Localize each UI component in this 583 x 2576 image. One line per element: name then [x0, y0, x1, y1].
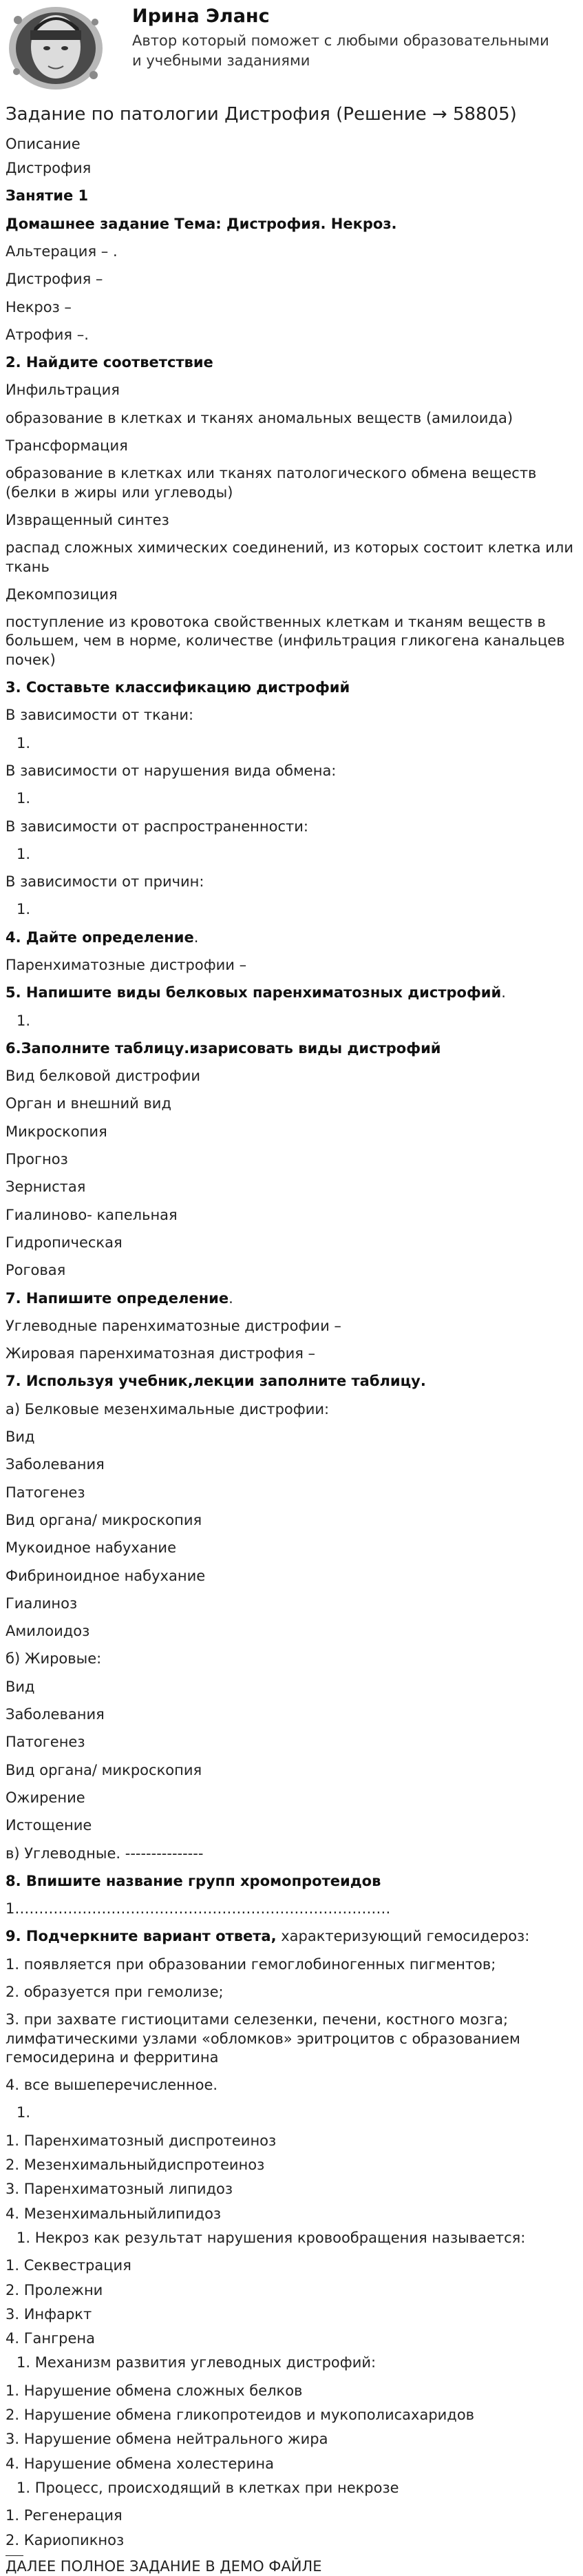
q7b-item: Патогенез: [6, 1484, 85, 1501]
q3-group: В зависимости от нарушения вида обмена:: [6, 762, 337, 779]
q11-option: 2. Пролежни: [6, 2281, 103, 2298]
q11-option: 3. Инфаркт: [6, 2305, 92, 2323]
q9-heading: 9. Подчеркните вариант ответа,: [6, 1928, 277, 1945]
q6-item: Прогноз: [6, 1151, 68, 1168]
demo-footer: ДАЛЕЕ ПОЛНОЕ ЗАДАНИЕ В ДЕМО ФАЙЛЕ: [6, 2557, 322, 2575]
q3-group: В зависимости от ткани:: [6, 707, 194, 724]
q10-option: 2. Мезенхимальныйдиспротеиноз: [6, 2157, 265, 2174]
q7a-item: Жировая паренхиматозная дистрофия –: [6, 1345, 316, 1362]
author-info: [132, 0, 552, 71]
q2-heading: 2. Найдите соответствие: [6, 354, 213, 371]
description-label: Описание: [6, 135, 81, 152]
q6-item: Орган и внешний вид: [6, 1095, 171, 1112]
avatar[interactable]: [4, 3, 107, 92]
q2-item: Декомпозиция: [6, 585, 118, 603]
q1-item: Атрофия –.: [6, 326, 89, 343]
q3-group: В зависимости от причин:: [6, 873, 204, 891]
list-marker: 1.: [17, 790, 31, 807]
page-title: Задание по патологии Дистрофия (Решение → 58805): [6, 104, 517, 125]
q7b-heading: 7. Используя учебник,лекции заполните таблицу.: [6, 1373, 426, 1390]
q6-item: Микроскопия: [6, 1123, 107, 1140]
list-marker: 1.: [17, 845, 31, 862]
q7b-item: Заболевания: [6, 1456, 105, 1473]
q12-question: 1. Механизм развития углеводных дистрофий:: [17, 2354, 377, 2371]
q7b-item: Вид: [6, 1678, 35, 1695]
q6-item: Роговая: [6, 1262, 66, 1279]
q13-question: 1. Процесс, происходящий в клетках при некрозе: [17, 2479, 399, 2496]
q7b-item: Вид: [6, 1429, 35, 1446]
q7a-heading: 7. Напишите определение: [6, 1289, 229, 1307]
q2-item: Извращенный синтез: [6, 511, 169, 528]
q2-item: поступление из кровотока свойственных клеткам и тканям веществ в большем, чем в норме, количестве (инфильтрация гликогена канальцев почек): [6, 614, 565, 668]
q11-option: 4. Гангрена: [6, 2330, 95, 2347]
q9-option: 3. при захвате гистиоцитами селезенки, печени, костного мозга; лимфатическими узлами «обломков» эритроцитов с образованием гемосидерина и ферритина: [6, 2011, 520, 2066]
list-marker: 1.: [17, 901, 31, 918]
q7b-item: Ожирение: [6, 1789, 85, 1806]
q7b-item: Мукоидное набухание: [6, 1539, 176, 1557]
q7b-item: Фибриноидное набухание: [6, 1567, 206, 1584]
q9-option: 1. появляется при образовании гемоглобиногенных пигментов;: [6, 1955, 496, 1973]
q6-heading: 6.Заполните таблицу.изарисовать виды дистрофий: [6, 1039, 441, 1057]
divider: [6, 2555, 23, 2556]
list-marker: 1.: [17, 1012, 31, 1029]
q7b-item: а) Белковые мезенхимальные дистрофии:: [6, 1400, 330, 1417]
lesson-heading: Занятие 1: [6, 187, 89, 205]
q7a-item: Углеводные паренхиматозные дистрофии –: [6, 1317, 341, 1334]
q7b-item: Заболевания: [6, 1706, 105, 1723]
q4-heading: 4. Дайте определение: [6, 928, 194, 946]
list-marker: 1.: [17, 2104, 31, 2121]
q6-item: Вид белковой дистрофии: [6, 1068, 200, 1085]
q6-item: Гидропическая: [6, 1234, 123, 1251]
q9-option: 4. все вышеперечисленное.: [6, 2077, 218, 2094]
q10-option: 3. Паренхиматозный липидоз: [6, 2181, 233, 2198]
q7b-item: Гиалиноз: [6, 1595, 78, 1612]
film-frame-icon: [4, 3, 107, 92]
q12-option: 3. Нарушение обмена нейтрального жира: [6, 2431, 328, 2448]
q7b-item: в) Углеводные. ---------------: [6, 1845, 204, 1862]
q5-heading: 5. Напишите виды белковых паренхиматозных дистрофий: [6, 984, 502, 1001]
q2-item: образование в клетках или тканях патологического обмена веществ (белки в жиры или углеводы): [6, 465, 537, 501]
q10-option: 1. Паренхиматозный диспротеиноз: [6, 2132, 277, 2149]
q11-option: 1. Секвестрация: [6, 2257, 131, 2274]
q3-group: В зависимости от распространенности:: [6, 818, 308, 835]
list-marker: 1.: [17, 734, 31, 751]
q12-option: 4. Нарушение обмена холестерина: [6, 2455, 274, 2472]
q13-option: 2. Кариопикноз: [6, 2531, 125, 2548]
q3-heading: 3. Составьте классификацию дистрофий: [6, 679, 350, 696]
q2-item: Инфильтрация: [6, 382, 120, 399]
q4-item: Паренхиматозные дистрофии –: [6, 957, 247, 973]
q2-item: распад сложных химических соединений, из которых состоит клетка или ткань: [6, 539, 573, 575]
q10-option: 4. Мезенхимальныйлипидоз: [6, 2205, 222, 2222]
q11-question: 1. Некроз как результат нарушения кровообращения называется:: [17, 2229, 526, 2246]
q7b-item: Вид органа/ микроскопия: [6, 1761, 202, 1778]
q8-heading: 8. Впишите название групп хромопротеидов: [6, 1872, 381, 1889]
description-subject: Дистрофия: [6, 160, 92, 177]
q12-option: 1. Нарушение обмена сложных белков: [6, 2382, 303, 2399]
q7b-item: б) Жировые:: [6, 1650, 102, 1668]
q12-option: 2. Нарушение обмена гликопротеидов и мукополисахаридов: [6, 2407, 475, 2424]
q2-item: образование в клетках и тканях аномальных веществ (амилоида): [6, 409, 513, 426]
author-description: Автор который поможет с любыми образовательными и учебными заданиями: [132, 32, 549, 70]
q1-item: Некроз –: [6, 298, 72, 315]
q6-item: Зернистая: [6, 1178, 86, 1196]
task-content: Описание Дистрофия Занятие 1 Домашнее задание Тема: Дистрофия. Некроз. Альтерация – . Дистрофия – Некроз – Атрофия –. 2. Найдите соответствие Инфильтрация образование в клетках и тканях аномальных веществ (амилоида) Трансформация образование в клетках или тканях патологического обмена веществ (белки в жиры или углеводы) Извращенный синтез распад сложных химических соединений, из которых состоит клетка или ткань Декомпозиция поступление из кровотока свойственных клеткам и тканям веществ в большем, чем в норме, количестве (инфильтрация гликогена канальцев почек) 3. Составьте классификацию дистрофий В зависимости от ткани: 1. В зависимости от нарушения вида обмена: 1. В зависимости от распространенности: 1. В зависимости от причин: 1. 4. Дайте определение. Паренхиматозные дистрофии – 5. Напишите виды белковых паренхиматозных дистрофий. 1. 6.Заполните таблицу.изарисовать виды дистрофий Вид белковой дистрофии Орган и внешний вид Микроскопия Прогноз Зернистая Гиалиново- капельная Гидропическая Роговая 7. Напишите определение. Углеводные паренхиматозные дистрофии – Жировая паренхиматозная дистрофия – 7. Используя учебник,лекции заполните таблицу. а) Белковые мезенхимальные дистрофии: Вид Заболевания Патогенез Вид органа/ микроскопия Мукоидное набухание Фибриноидное набухание Гиалиноз Амилоидоз б) Жировые: Вид Заболевания Патогенез Вид органа/ микроскопия Ожирение Истощение в) Углеводные. --------------- 8. Впишите название групп хромопротеидов 1…………………………………………………………………… 9. Подчеркните вариант ответа, характеризующий гемосидероз: 1. появляется при образовании гемоглобиногенных пигментов; 2. образуется при гемолизе; 3. при захвате гистиоцитами селезенки, печени, костного мозга; лимфатическими узлами «обломков» эритроцитов с образованием гемосидерина и ферритина 4. все вышеперечисленное. 1. 1. Паренхиматозный диспротеиноз 2. Мезенхимальныйдиспротеиноз 3. Паренхиматозный липидоз 4. Мезенхимальныйлипидоз 1. Некроз как результат нарушения кровообращения называется: 1. Секвестрация 2. Пролежни 3. Инфаркт 4. Гангрена 1. Механизм развития углеводных дистрофий: 1. Нарушение обмена сложных белков 2. Нарушение обмена гликопротеидов и мукополисахаридов 3. Нарушение обмена нейтрального жира 4. Нарушение обмена холестерина 1. Процесс, происходящий в клетках при некрозе 1. Регенерация 2. Кариопикноз ДАЛЕЕ ПОЛНОЕ ЗАДАНИЕ В ДЕМО ФАЙЛЕ: [0, 135, 583, 2576]
q1-item: Дистрофия –: [6, 271, 103, 288]
q7b-item: Вид органа/ микроскопия: [6, 1511, 202, 1528]
q13-option: 1. Регенерация: [6, 2507, 123, 2524]
q7b-item: Патогенез: [6, 1734, 85, 1751]
q7b-item: Амилоидоз: [6, 1623, 90, 1640]
author-header: [0, 0, 583, 96]
q7b-item: Истощение: [6, 1817, 92, 1834]
q6-item: Гиалиново- капельная: [6, 1206, 178, 1223]
author-name[interactable]: Ирина Эланс: [132, 6, 270, 27]
q1-item: Альтерация – .: [6, 242, 118, 260]
q9-option: 2. образуется при гемолизе;: [6, 1983, 224, 2000]
q8-answer-line: 1……………………………………………………………………: [6, 1900, 391, 1918]
q2-item: Трансформация: [6, 437, 128, 455]
homework-heading: Домашнее задание Тема: Дистрофия. Некроз.: [6, 215, 397, 232]
